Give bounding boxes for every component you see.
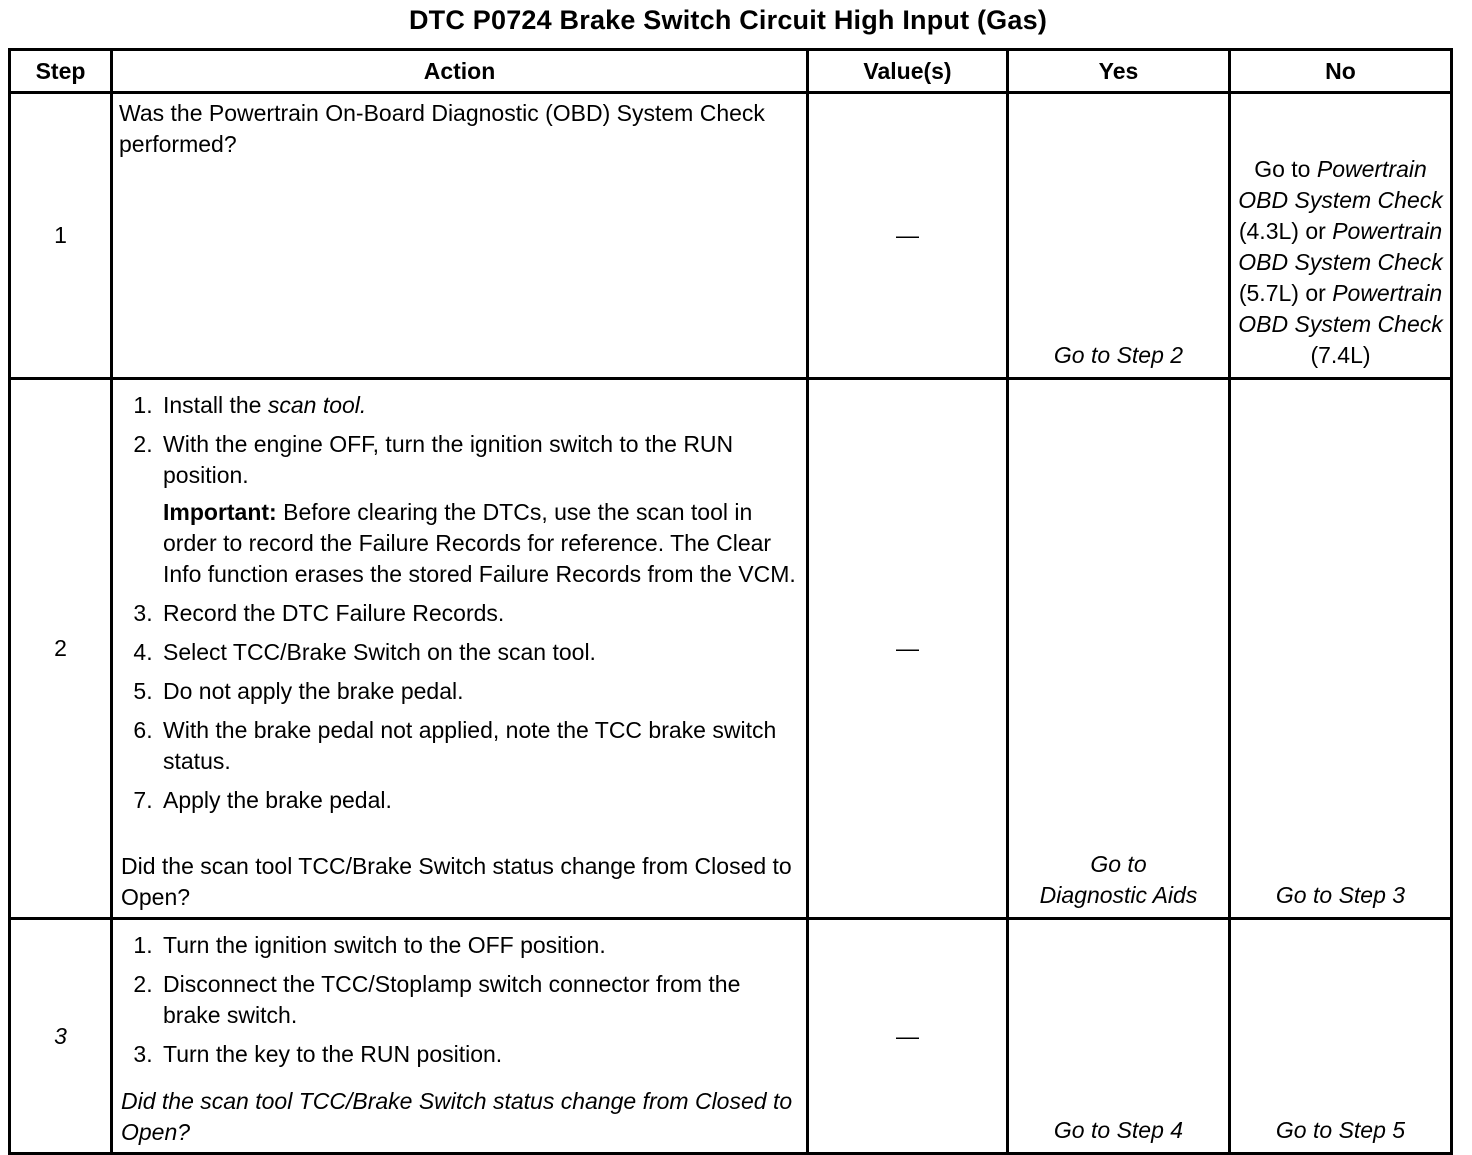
action-step-item: 1. Turn the ignition switch to the OFF position. (159, 930, 798, 961)
value-cell: — (808, 93, 1008, 379)
step-number: 2 (10, 379, 112, 919)
no-cell (1230, 93, 1452, 379)
action-step-item: 2. With the engine OFF, turn the ignition switch to the RUN position. Important: Before clearing the DTCs, use the scan tool in order to record the Failure Records for reference. The Clear Info function erases the stored Failure Records from the VCM. (159, 429, 798, 590)
obd-check-link-74[interactable]: Powertrain OBD System Check (1238, 280, 1443, 337)
action-cell (112, 919, 808, 1154)
yes-cell (1008, 379, 1230, 919)
action-cell (112, 93, 808, 379)
step-number: 3 (10, 919, 112, 1154)
important-label: Important: (163, 499, 277, 525)
action-step-item: 3. Record the DTC Failure Records. (159, 598, 798, 629)
step-number: 1 (10, 93, 112, 379)
value-cell: — (808, 919, 1008, 1154)
header-no: No (1230, 50, 1452, 93)
header-action: Action (112, 50, 808, 93)
value-cell: — (808, 379, 1008, 919)
no-prefix: Go to (1254, 156, 1311, 182)
table-row (10, 919, 1452, 1154)
action-step-item: 1. Install the scan tool. (159, 390, 798, 421)
yes-cell: Go to Step 4 (1008, 919, 1230, 1154)
yes-cell: Go to Step 2 (1008, 93, 1230, 379)
diagnostic-aids-link[interactable]: Diagnostic Aids (1039, 882, 1198, 908)
table-row (10, 93, 1452, 379)
action-steps (119, 930, 798, 1070)
obd-check-link-43[interactable]: Powertrain OBD System Check (1238, 156, 1443, 213)
no-cell: Go to Step 5 (1230, 919, 1452, 1154)
important-note (163, 497, 798, 590)
header-values: Value(s) (808, 50, 1008, 93)
no-suffix-74: (7.4L) (1310, 342, 1371, 368)
table-header-row (10, 50, 1452, 93)
obd-check-link-57[interactable]: Powertrain OBD System Check (1238, 218, 1443, 275)
no-cell: Go to Step 3 (1230, 379, 1452, 919)
action-step-item: 7. Apply the brake pedal. (159, 785, 798, 816)
page-title: DTC P0724 Brake Switch Circuit High Input (Gas) (408, 5, 1048, 35)
no-sep-57: (5.7L) or (1238, 280, 1326, 306)
diagnostic-table (8, 48, 1453, 1155)
action-step-item: 4. Select TCC/Brake Switch on the scan tool. (159, 637, 798, 668)
action-question: Was the Powertrain On-Board Diagnostic (OBD) System Check performed? (119, 100, 765, 157)
no-sep-43: (4.3L) or (1238, 218, 1326, 244)
action-cell (112, 379, 808, 919)
action-step-item: 2. Disconnect the TCC/Stoplamp switch connector from the brake switch. (159, 969, 798, 1031)
header-yes: Yes (1008, 50, 1230, 93)
yes-line-1: Go to (1090, 851, 1147, 877)
action-question: Did the scan tool TCC/Brake Switch status change from Closed to Open? (121, 853, 792, 910)
action-step-item: 5. Do not apply the brake pedal. (159, 676, 798, 707)
header-step: Step (10, 50, 112, 93)
table-row (10, 379, 1452, 919)
action-step-item: 3. Turn the key to the RUN position. (159, 1039, 798, 1070)
action-question: Did the scan tool TCC/Brake Switch status change from Closed to Open? (121, 1088, 793, 1145)
important-text: Before clearing the DTCs, use the scan tool in order to record the Failure Records for reference. The Clear Info function erases the stored Failure Records from the VCM. (163, 499, 796, 587)
action-step-item: 6. With the brake pedal not applied, note the TCC brake switch status. (159, 715, 798, 777)
action-steps (119, 390, 798, 816)
